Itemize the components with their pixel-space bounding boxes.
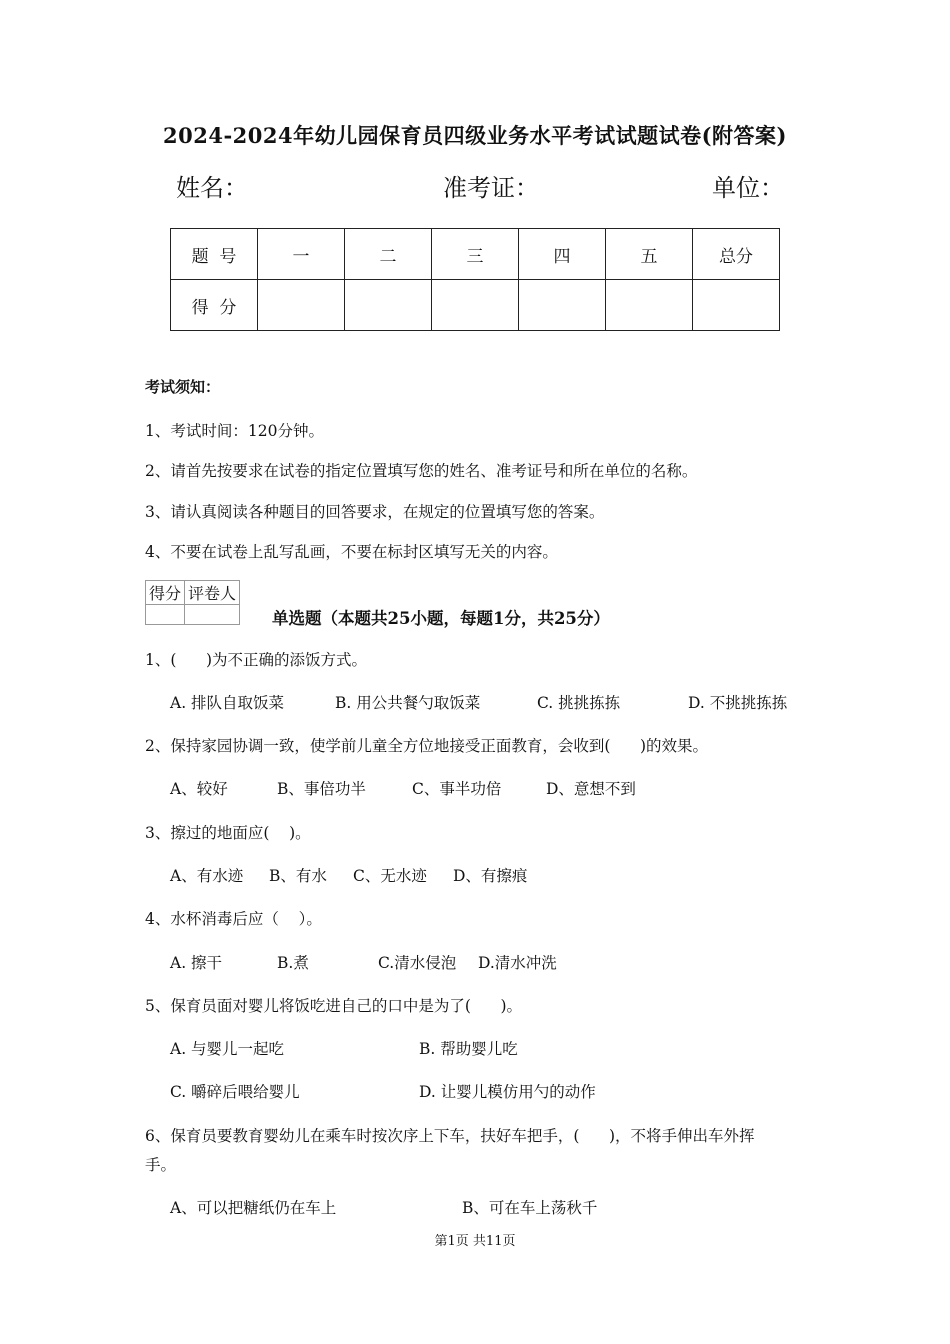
question-text: 6、保育员要教育婴幼儿在乘车时按次序上下车，扶好车把手，( )，不将手伸出车外挥 bbox=[145, 1127, 755, 1145]
question-option: B、事倍功半 bbox=[277, 780, 366, 798]
score-cell bbox=[519, 280, 606, 331]
notice-title: 考试须知： bbox=[145, 378, 221, 396]
grader-reviewer-label: 评卷人 bbox=[185, 581, 240, 605]
score-table-header-row bbox=[171, 229, 780, 280]
score-table-header-cell: 一 bbox=[258, 229, 345, 280]
question-option: A、可以把糖纸仍在车上 bbox=[170, 1199, 337, 1217]
question-option: B、可在车上荡秋千 bbox=[462, 1199, 598, 1217]
question-option: A、有水迹 bbox=[170, 867, 244, 885]
question-text: 4、水杯消毒后应（ ）。 bbox=[145, 910, 322, 928]
score-cell bbox=[345, 280, 432, 331]
notice-item: 4、不要在试卷上乱写乱画，不要在标封区填写无关的内容。 bbox=[145, 543, 558, 561]
question-text: 1、( )为不正确的添饭方式。 bbox=[145, 651, 368, 669]
question-option: C. 嚼碎后喂给婴儿 bbox=[170, 1083, 300, 1101]
question-option: B. 帮助婴儿吃 bbox=[419, 1040, 518, 1058]
grader-score-cell bbox=[146, 605, 185, 625]
name-label: 姓名： bbox=[176, 174, 248, 202]
question-option: B. 用公共餐勺取饭菜 bbox=[335, 694, 481, 712]
section-title: 单选题（本题共25小题，每题1分，共25分） bbox=[272, 609, 610, 628]
question-option: C. 挑挑拣拣 bbox=[537, 694, 621, 712]
question-text: 3、擦过的地面应( )。 bbox=[145, 824, 311, 842]
score-row-label: 得 分 bbox=[171, 280, 258, 331]
question-option: C、无水迹 bbox=[353, 867, 427, 885]
question-option: A. 与婴儿一起吃 bbox=[170, 1040, 285, 1058]
score-table-header-cell: 总分 bbox=[693, 229, 780, 280]
score-table-header-cell: 题 号 bbox=[171, 229, 258, 280]
question-text-continued: 手。 bbox=[145, 1156, 177, 1174]
notice-item: 3、请认真阅读各种题目的回答要求，在规定的位置填写您的答案。 bbox=[145, 503, 605, 521]
unit-label: 单位： bbox=[712, 174, 784, 202]
grader-box bbox=[145, 580, 240, 625]
exam-id-label: 准考证： bbox=[443, 174, 539, 202]
score-table-header-cell: 二 bbox=[345, 229, 432, 280]
exam-title: 2024-2024年幼儿园保育员四级业务水平考试试题试卷(附答案) bbox=[163, 123, 787, 148]
question-option: C.清水侵泡 bbox=[378, 954, 457, 972]
score-table-header-cell: 三 bbox=[432, 229, 519, 280]
question-option: A. 擦干 bbox=[170, 954, 223, 972]
page-footer: 第1页 共11页 bbox=[434, 1234, 516, 1249]
question-option: D、有擦痕 bbox=[453, 867, 528, 885]
question-option: D. 让婴儿模仿用勺的动作 bbox=[419, 1083, 596, 1101]
question-option: A、较好 bbox=[170, 780, 228, 798]
question-option: D.清水冲洗 bbox=[478, 954, 557, 972]
score-cell bbox=[606, 280, 693, 331]
grader-score-label: 得分 bbox=[146, 581, 185, 605]
score-cell bbox=[258, 280, 345, 331]
score-table bbox=[170, 228, 780, 331]
score-cell bbox=[693, 280, 780, 331]
question-text: 5、保育员面对婴儿将饭吃进自己的口中是为了( )。 bbox=[145, 997, 523, 1015]
question-option: D、意想不到 bbox=[546, 780, 636, 798]
question-option: D. 不挑挑拣拣 bbox=[688, 694, 788, 712]
question-option: B、有水 bbox=[269, 867, 327, 885]
score-cell bbox=[432, 280, 519, 331]
question-text: 2、保持家园协调一致，使学前儿童全方位地接受正面教育，会收到( )的效果。 bbox=[145, 737, 709, 755]
question-option: B.煮 bbox=[277, 954, 309, 972]
notice-item: 1、考试时间：120分钟。 bbox=[145, 422, 324, 440]
score-table-score-row bbox=[171, 280, 780, 331]
score-table-header-cell: 五 bbox=[606, 229, 693, 280]
grader-reviewer-cell bbox=[185, 605, 240, 625]
notice-item: 2、请首先按要求在试卷的指定位置填写您的姓名、准考证号和所在单位的名称。 bbox=[145, 462, 698, 480]
question-option: C、事半功倍 bbox=[412, 780, 502, 798]
score-table-header-cell: 四 bbox=[519, 229, 606, 280]
question-option: A. 排队自取饭菜 bbox=[170, 694, 285, 712]
